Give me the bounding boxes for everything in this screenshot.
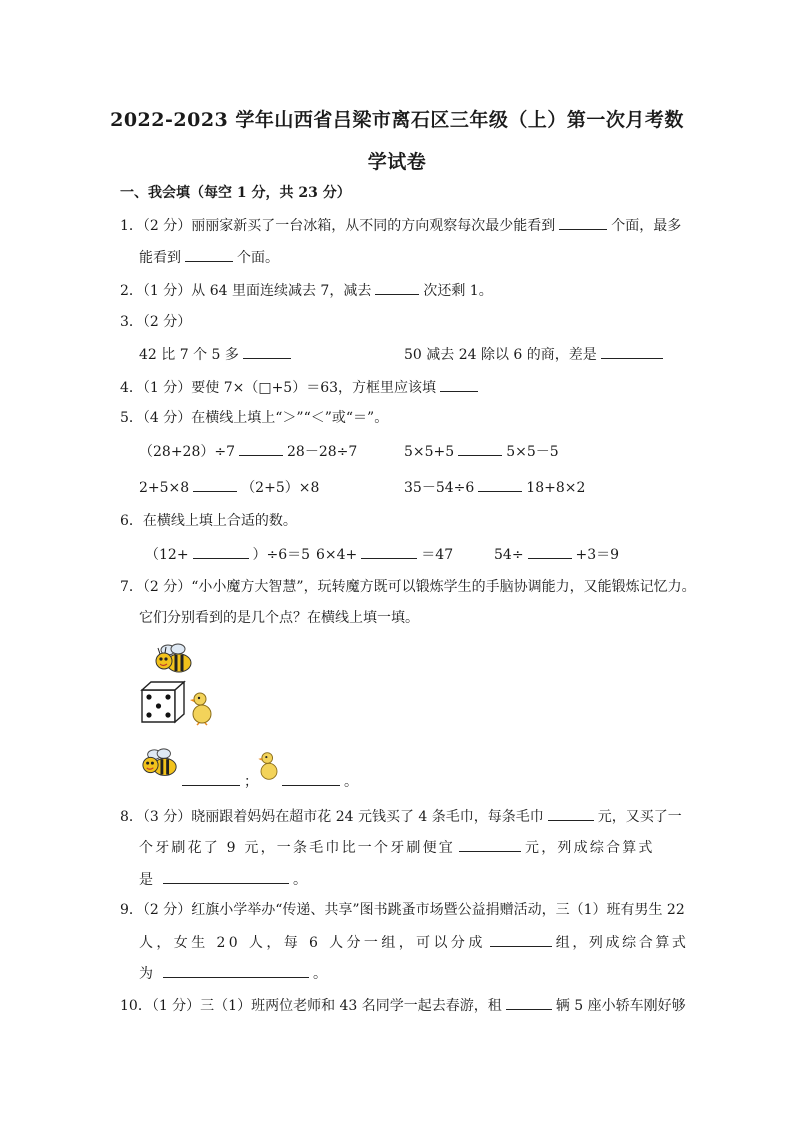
q9-text-c: 组，列成综合算式 [555, 935, 689, 951]
q6-item-a [145, 544, 310, 565]
q5-r1l-b: 28－28÷7 [287, 444, 358, 460]
q5-row1-left [139, 441, 357, 462]
q1-text-b: 个面，最多 [611, 218, 682, 234]
q7-answer-duck [278, 771, 358, 792]
q8-text-c: 个牙刷花了 9 元，一条毛巾比一个牙刷便宜 [139, 840, 456, 856]
q9-blank-2[interactable] [163, 963, 309, 978]
q9-text-b: 人，女生 20 人，每 6 人分一组，可以分成 [139, 935, 486, 951]
q3-right-text: 50 减去 24 除以 6 的商，差是 [404, 347, 597, 363]
section-heading: 一、我会填（每空 1 分，共 23 分） [120, 185, 351, 201]
q10-blank[interactable] [506, 995, 552, 1010]
question-5-head: 5．（4 分）在横线上填上“＞”“＜”或“＝”。 [120, 410, 389, 426]
q8-text-b: 元，又买了一 [597, 809, 682, 825]
q8-text-a: 8．（3 分）晓丽跟着妈妈在超市花 24 元钱买了 4 条毛巾，每条毛巾 [120, 809, 544, 825]
bee-icon [154, 644, 194, 678]
question-8-line3 [139, 869, 307, 890]
question-9-line3 [139, 963, 327, 984]
question-1-line1 [120, 215, 681, 236]
q6-a2: ）÷6＝5 [252, 547, 311, 563]
question-3-left [139, 344, 295, 365]
q5-r1l-a: （28+28）÷7 [139, 444, 235, 460]
q5-r2l-b: （2+5）×8 [241, 480, 320, 496]
q6-item-b [316, 544, 453, 565]
q6-item-c [494, 544, 619, 565]
question-6-head: 6．在横线上填上合适的数。 [120, 513, 297, 529]
q1-blank-2[interactable] [185, 247, 233, 262]
question-8-line2 [139, 837, 655, 858]
q3-blank-left[interactable] [243, 344, 291, 359]
question-7-line1: 7．（2 分）“小小魔方大智慧”，玩转魔方既可以锻炼学生的手脑协调能力，又能锻炼记忆力。 [120, 579, 696, 595]
q8-text-e: 是 [139, 872, 153, 888]
q7-blank-duck[interactable] [282, 771, 340, 786]
q5-blank-2[interactable] [458, 441, 502, 456]
q5-blank-4[interactable] [478, 477, 522, 492]
q10-text-a: 10．（1 分）三（1）班两位老师和 43 名同学一起去春游，租 [120, 998, 502, 1014]
q1-text-d: 个面。 [237, 250, 279, 266]
question-9-line2 [139, 932, 689, 953]
q5-r2r-b: 18+8×2 [526, 480, 586, 496]
q2-text-a: 2．（1 分）从 64 里面连续减去 7，减去 [120, 283, 372, 299]
q6-blank-a[interactable] [193, 544, 249, 559]
q4-text: 4．（1 分）要使 7×（□+5）＝63，方框里应该填 [120, 380, 437, 396]
q1-text-c: 能看到 [139, 250, 181, 266]
q2-blank[interactable] [375, 280, 419, 295]
question-3-head: 3．（2 分） [120, 314, 192, 330]
q5-r1r-a: 5×5+5 [404, 444, 455, 460]
question-4 [120, 377, 482, 398]
exam-title-line2: 学试卷 [367, 151, 427, 173]
q5-row2-right [404, 477, 585, 498]
q5-blank-1[interactable] [239, 441, 283, 456]
q8-blank-1[interactable] [548, 806, 594, 821]
q5-r2l-a: 2+5×8 [139, 480, 190, 496]
q5-blank-3[interactable] [193, 477, 237, 492]
q10-text-b: 辆 5 座小轿车刚好够 [555, 998, 686, 1014]
q7-answer-bee [178, 771, 258, 792]
q6-blank-c[interactable] [528, 544, 572, 559]
q1-blank-1[interactable] [559, 215, 607, 230]
q8-text-d: 元，列成综合算式 [525, 840, 655, 856]
q9-text-d: 为 [139, 966, 153, 982]
q7-blank-bee[interactable] [182, 771, 240, 786]
q5-row1-right [404, 441, 559, 462]
q6-b2: ＝47 [421, 547, 454, 563]
q6-c2: +3＝9 [575, 547, 620, 563]
q7-separator: ； [244, 774, 258, 790]
q5-row2-left [139, 477, 319, 498]
dice-cube-icon [139, 680, 187, 724]
q5-r1r-b: 5×5－5 [506, 444, 559, 460]
q3-blank-right[interactable] [601, 344, 663, 359]
q2-text-b: 次还剩 1。 [423, 283, 493, 299]
exam-title-line1: 2022-2023 学年山西省吕梁市离石区三年级（上）第一次月考数 [110, 109, 684, 131]
question-7-line2: 它们分别看到的是几个点？在横线上填一填。 [139, 610, 419, 626]
question-2 [120, 280, 493, 301]
duck-icon [189, 690, 215, 726]
q6-b1: 6×4+ [316, 547, 358, 563]
question-8-line1 [120, 806, 682, 827]
q1-text-a: 1．（2 分）丽丽家新买了一台冰箱，从不同的方向观察每次最少能看到 [120, 218, 556, 234]
q9-text-e: 。 [313, 966, 327, 982]
q3-left-text: 42 比 7 个 5 多 [139, 347, 239, 363]
question-9-line1: 9．（2 分）红旗小学举办“传递、共享”图书跳蚤市场暨公益捐赠活动，三（1）班有男生 22 [120, 902, 685, 918]
q4-blank[interactable] [440, 377, 478, 392]
question-1-line2 [139, 247, 279, 268]
q9-blank-1[interactable] [490, 932, 552, 947]
q8-text-f: 。 [293, 872, 307, 888]
question-3-right [404, 344, 667, 365]
q5-r2r-a: 35－54÷6 [404, 480, 475, 496]
bee-answer-icon [141, 748, 179, 782]
q8-blank-2[interactable] [459, 837, 521, 852]
q8-blank-3[interactable] [163, 869, 289, 884]
q6-blank-b[interactable] [361, 544, 417, 559]
q7-end: 。 [344, 774, 358, 790]
question-10-line1 [120, 995, 686, 1016]
q6-c1: 54÷ [494, 547, 524, 563]
q6-a1: （12+ [145, 547, 189, 563]
